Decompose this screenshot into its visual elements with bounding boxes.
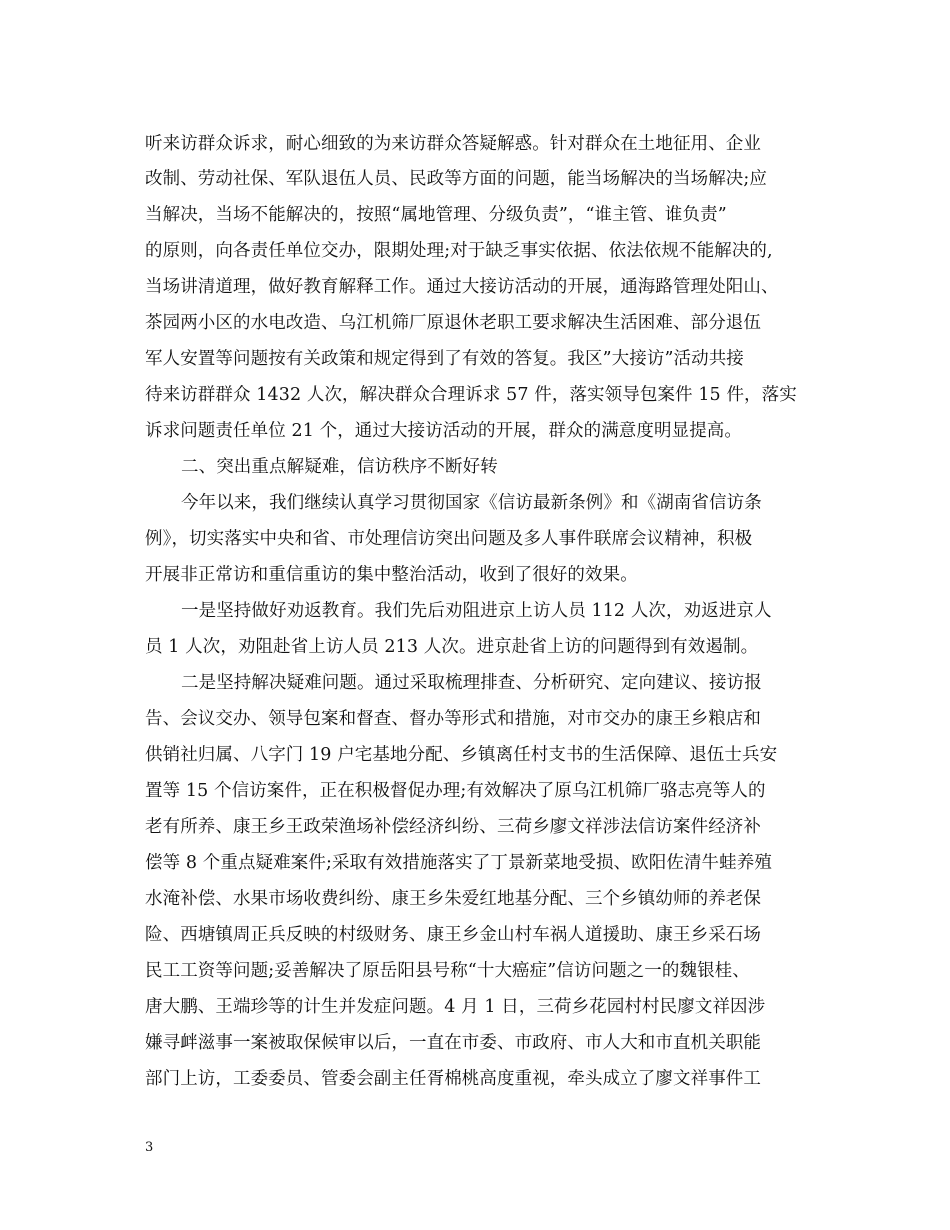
text-line: 嫌寻衅滋事一案被取保候审以后，一直在市委、市政府、市人大和市直机关职能	[145, 1033, 761, 1053]
text-line: 听来访群众诉求，耐心细致的为来访群众答疑解惑。针对群众在土地征用、企业	[145, 134, 761, 154]
text-line: 军人安置等问题按有关政策和规定得到了有效的答复。我区”大接访”活动共接	[145, 349, 744, 369]
section-heading: 二、突出重点解疑难，信访秩序不断好转	[181, 457, 498, 477]
text-line: 供销社归属、八字门 19 户宅基地分配、乡镇离任村支书的生活保障、退伍士兵安	[145, 745, 778, 765]
text-line: 员 1 人次，劝阻赴省上访人员 213 人次。进京赴省上访的问题得到有效遏制。	[145, 637, 759, 657]
text-line: 待来访群群众 1432 人次，解决群众合理诉求 57 件，落实领导包案件 15 件，落实	[145, 385, 797, 405]
text-line: 唐大鹏、王端珍等的计生并发症问题。4 月 1 日，三荷乡花园村村民廖文祥因涉	[145, 997, 766, 1017]
text-line: 开展非正常访和重信重访的集中整治活动，收到了很好的效果。	[145, 565, 638, 585]
text-line: 水淹补偿、水果市场收费纠纷、康王乡朱爱红地基分配、三个乡镇幼师的养老保	[145, 889, 761, 909]
page-number: 3	[145, 1140, 154, 1155]
text-line: 茶园两小区的水电改造、乌江机筛厂原退休老职工要求解决生活困难、部分退伍	[145, 313, 761, 333]
text-line: 当解决，当场不能解决的，按照“属地管理、分级负责”，“谁主管、谁负责”	[145, 205, 727, 225]
text-line: 二是坚持解决疑难问题。通过采取梳理排查、分析研究、定向建议、接访报	[181, 673, 762, 693]
text-line: 改制、劳动社保、军队退伍人员、民政等方面的问题，能当场解决的当场解决;应	[145, 169, 767, 189]
text-line: 当场讲清道理，做好教育解释工作。通过大接访活动的开展，通海路管理处阳山、	[145, 277, 779, 297]
text-line: 告、会议交办、领导包案和督查、督办等形式和措施，对市交办的康王乡粮店和	[145, 709, 761, 729]
text-line: 民工工资等问题;妥善解决了原岳阳县号称“十大癌症”信访问题之一的魏银桂、	[145, 961, 750, 981]
text-line: 偿等 8 个重点疑难案件;采取有效措施落实了丁景新菜地受损、欧阳佐清牛蛙养殖	[145, 853, 772, 873]
text-line: 一是坚持做好劝返教育。我们先后劝阻进京上访人员 112 人次，劝返进京人	[181, 601, 772, 621]
text-line: 的原则，向各责任单位交办，限期处理;对于缺乏事实依据、依法依规不能解决的,	[145, 241, 773, 261]
text-line: 例》，切实落实中央和省、市处理信访突出问题及多人事件联席会议精神，积极	[145, 529, 753, 549]
text-line: 险、西塘镇周正兵反映的村级财务、康王乡金山村车祸人道援助、康王乡采石场	[145, 925, 761, 945]
text-line: 置等 15 个信访案件，正在积极督促办理;有效解决了原乌江机筛厂骆志亮等人的	[145, 781, 766, 801]
text-line: 诉求问题责任单位 21 个，通过大接访活动的开展，群众的满意度明显提高。	[145, 421, 742, 441]
text-line: 部门上访，工委委员、管委会副主任胥棉桃高度重视，牵头成立了廖文祥事件工	[145, 1069, 761, 1089]
text-line: 老有所养、康王乡王政荣渔场补偿经济纠纷、三荷乡廖文祥涉法信访案件经济补	[145, 817, 761, 837]
text-line: 今年以来，我们继续认真学习贯彻国家《信访最新条例》和《湖南省信访条	[181, 493, 762, 513]
